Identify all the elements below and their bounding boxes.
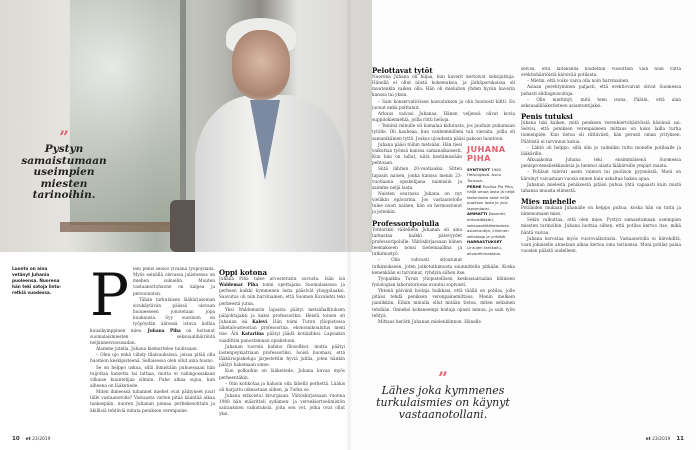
paragraph: Juhanan mielestä peniksestä pitäisi puhua yhtä vapaasti kuin mistä tahansa muusta elimestä. xyxy=(521,182,681,194)
fact-born: SYNTYNYT 1962 Helsingissä. Asuu Turussa. xyxy=(467,166,502,183)
quote-mark-icon: ” xyxy=(438,369,448,389)
paragraph: – Olin miettinyt, mitä teen isona. Päätin, että alan seksuaalilääketieteen asiantuntijaksi. xyxy=(521,97,681,109)
right-column-b xyxy=(521,67,681,429)
footer-left xyxy=(6,436,50,442)
magazine-logo: et xyxy=(645,437,651,442)
issue-number: 23/2019 xyxy=(652,437,671,442)
paragraph: Naisten seurassa Juhana on nyt vieläkin epävarma. Jos vastaanotolle tulee nuori nainen, hän on hermostunut ja jotenkin. xyxy=(372,191,462,216)
left-column-1 xyxy=(90,267,215,427)
paragraph: Alamme jutella. Juhana kiemurtelee tuolissaan. xyxy=(96,347,198,353)
face xyxy=(232,30,290,100)
paragraph: – Potilaat tulevat usein vaimon tai puolison pyynnöstä. Moni on kärsinyt vaivastaan vuosia ennen kuin uskaltaa hakea apua. xyxy=(521,170,681,182)
paragraph: Siitä lähtien 20-vuotiaaksi. Sitten tapasin naisen, jonka kanssa menin 23-vuotiaana opiskelijana naimisiin ja saimme neljä lasta. xyxy=(372,167,462,191)
paragraph: Asiaan perehtyminen paljasti, että erektiovaivat olivat Suomessa pahasti alidiagnosoituja. xyxy=(521,85,681,97)
left-column-2 xyxy=(219,266,345,428)
paragraph: – Olin vahvasti sitoutunut tutkimukseen, joten jatkotutkimusta suunnittelin pitkään. Koska kenenkään ei tarvinnut, ryhdyin siihen itse. xyxy=(372,258,515,276)
fact-family: PERHE Puoliso Pia Piha, neljä omaa lasta ja neljä lastenlasta sekä neljä puolison lasta ja yksi lapsenlapsi. xyxy=(467,183,515,211)
photo-pull-quote xyxy=(18,128,110,202)
paragraph: Tohtoriksi väitelleen Juhanan oli aina tarkastaa kaikki pätevyydet professoripolulle. Väitöskirjassaan hänen teemakseen nousi tiedemaailma ja tutkimustyö. xyxy=(372,227,462,258)
paragraph: Yksi Waldemarin lapsista päätyi metsähallituksen pääjohtajaksi ja kaksi professoriksi. Heistä toinen oli Juhanan isä Kalevi. Hän toimi Turun yliopistossa liiketalousteorian professorina, ekonomikoulutus meni itse. Äiti Katariina päätyi jäädä kotiäidiksi. Lapsiakin vaadittiin panostamaan opiskeluun. xyxy=(219,307,345,344)
paragraph: Juhana erikoistui kirurgiaan. Väitöskirjassaan vuonna 1988 hän määritteli sydämen- ja verenkiertoelimistön sairauksien vaikutuksia, joita sen vot, jotka ovat ollut yksi. xyxy=(219,393,345,418)
paragraph: Alkuaikoina Juhana teki ensimmäisenä Suomessa penisproteesileikkauksia ja luennoi alasta lääkäreille ympäri maata. xyxy=(521,158,681,170)
paragraph: – Teininä minulle oli kamalaa kidutusta, jos jouduin puhumaan tytölle. Oli kauheaa, kun vanhemmilleni tuli vieraita, joilla oli samanikäinen tyttö. Joskus ujoudesta pääsi pakoon luontoon. xyxy=(372,124,515,142)
paragraph: Mittaus herätti Juhanan mielenkiinnon. Hänelle xyxy=(378,319,481,325)
quote-mark-icon: ” xyxy=(59,128,69,148)
fact-job: AMMATTI Dosentti, erikoislääkäri, seksuaalilääketieteen asiantuntija, kliininen seksologi ja yrittäjä. xyxy=(467,211,510,239)
section-heading: Pelottavat tytöt xyxy=(372,66,433,75)
section-heading: Mies miehelle xyxy=(521,196,577,206)
paragraph: Tähän turkulaisen lääkäriaseman sivukäytävän päässä olevaan huoneeseen jonotetaan jopa kuukausia. Syy suosioon on työpöydän ääressä istuva kolhia kuusikymppinen mies. Juhana Piha on hoitanut suomalaismiesten seksuaalihäiriöitä neljännesvuosisadan. xyxy=(90,297,215,346)
paragraph: Juhana korostaa myös vuorovaikutusta. Vastaanotolla ei kiirehditä, vaan jokaiselle annetaan aikaa kertoa oma tarinansa. Moni potilas palaa vuosien päästä uudelleen. xyxy=(521,236,681,255)
paragraph: ieni penis seisoo ylväänä työpöydällä. Myös seinällä olevassa julisteessa on miehen sukuelin. Muuten vastaanottohuone on kalpea ja persoonaton. xyxy=(133,267,215,297)
magazine-logo: et xyxy=(25,437,31,442)
page-number: 10 xyxy=(12,436,20,442)
section-heading: Penis tutuksi xyxy=(521,112,573,122)
paragraph: Nuorena Juhana oli hiljaa, kun kaverit kertoivat seksijuttuja. Hänellä ei ollut niistä kokemuksia, ja järkäporukoissa oli muutenkin vaikea olla. Hän oli mieluiten yhden hyvän kaverin kanssa tai yksin. xyxy=(372,75,515,99)
paragraph: Yhtenä päivänä hoitaja huikkasi, että täällä on potilas, jolle pitäisi tehdä peniksen verenpainemittaus. Menin melkein paniikkiin. Eihän minulla ollut mitään tietoa, miten sellainen tehdään. Onneksi kokeneempi hoitaja opasti minua, ja sain työn tehtyä. xyxy=(372,289,515,319)
paragraph: – Sain konservatiivisen kasvatuksen ja olin huonosti kiltti. En juonut enkä polttanut. xyxy=(372,99,515,111)
paragraph: Kun polkuihin on lääketiede, Juhana kuvaa myös perheentäkin. xyxy=(219,369,345,381)
paragraph: – Mietin, että voiko vaiva olla noin harvinainen. xyxy=(527,79,630,85)
paragraph: – Olen ujo enkä viihdy tilaisuuksissa, joissa pitää olla huomion keskipisteenä. Sellaisessa olen ollut aina huono. xyxy=(90,353,215,365)
section-heading: Oppi kotona xyxy=(219,268,268,277)
paragraph: Miten ihmeessä tuhannet miehet ovat päätyneet juuri tälle vastaanotolle? Vastausta varten pitää kääntää aikaa taaksepäin, nuoren Juhanan pienaa perhekesoittain ja äkillisiä tehtäviä mitata peniksen verenpaine. xyxy=(90,390,215,414)
paragraph: Se on helppo uskoa, sillä ihmistään puhuessaan hän tuijottaa katsetta tai lattiaa, mutta ei vahingossakaan vilkaise kuuntelijaa silmiin. Puhe alkaa sujua, kun aiheena on lääketiede. xyxy=(90,365,215,389)
bottom-pull-quote xyxy=(372,369,514,422)
footer-right xyxy=(646,436,690,442)
fact-hobbies: HARRASTUKSET Lintujen tarkkailu, akvarellimaalaus. xyxy=(467,239,503,256)
photo-caption: Luonto on aina vetänyt Juhania puoleensa. Nuorena hän teki satoja lintu-retkiä vuodessa. xyxy=(12,266,62,295)
portrait-photo xyxy=(0,0,372,252)
paragraph: – Lähtö oli helppo, sillä olin jo valmiiksi tuttu monelle potilaalle ja lääkärille. xyxy=(521,145,681,157)
paragraph: Juhanan tuorein hahmo filosofikot, mutta päätyi lastenpsykiatriaan professoriksi. Isoisä huomasi, että lääkäriopiskeluja järjestettiin hyviä juhlia, joten hänkin päätyi hakemaan sinne. xyxy=(219,344,345,369)
window-frame xyxy=(180,0,186,230)
paragraph: Juhana pääsi töihin metsään. Hän tiesi vaikuttaa työnsä kanssa samanaikaisesti. Kun hän on tallut, niitä kestämissään pehtoaan. xyxy=(372,142,462,167)
page-gutter xyxy=(346,0,352,450)
pull-quote-text: Lähes joka kymmenes turkulaismies on käynyt vastaanotollani. xyxy=(376,384,510,422)
paragraph: Juhana Piha tulee arvostetusta suvusta. Isän isä Waldemar Piha toimi opettajana Suomalaisessa ja perheen kaikki kymmenen lasta pääsivät ylioppilaaksi. Saavutus oli niin harvinainen, että Suomen Kuvalehti teki perheestä jutun. xyxy=(219,277,345,307)
pull-quote-text: Pystyn samaistumaan useimpien miesten tarinoihin. xyxy=(21,143,107,201)
fact-box xyxy=(467,145,515,257)
paragraph: Juhana luki kaiken, mitä peniksen verenkiertohäiriöistä käsiinsä sai. Selvisi, että peniksen verenpaineen mittaus on koko lailla turha toimenpide. Kun tietoa oli riittävästi, hän perusti oman yrityksen. Päätöstä ei tarvinnut katua. xyxy=(521,121,681,145)
paragraph: Tyopaikka Turun yliopistollisen keskussairaalan kliinisen fysiologian laboratoriossa avautui sopivasti. xyxy=(372,276,515,288)
paragraph: Sekin vaikuttaa, että olen mies. Pystyn samaistumaan useimpien miesten tarinoihin. Juhana luottaa siihen, että potilas kertoo itse, mikä häntä vaivaa. xyxy=(521,218,681,236)
paragraph: Arkuus vaivasi Juhanaa. Hänen veljensä olivat kovia suppilokiemiehiä, joilla riitti heiloja. xyxy=(372,111,515,124)
paragraph: – Olin kotikotaa ja halusin olla lähellä perhettä. Lääkis oli harjattu oikeastaan siihen, ja Turku se. xyxy=(219,381,345,393)
right-column-a xyxy=(372,64,515,370)
page-number: 11 xyxy=(676,436,684,442)
drop-cap: P xyxy=(90,267,130,325)
issue-number: 23/2019 xyxy=(32,437,51,442)
fact-box-title: JUHANA PIHA xyxy=(467,143,506,163)
paragraph: selvisi, että laitoksella hoidettiin vuosittain vain noin viittä erektiohäiriöistä kärsivää potilasta. xyxy=(521,67,681,79)
paragraph: Potilaiden mukaan Juhanalle on helppo puhua, koska hän on tuttu ja nimenomaan mies. xyxy=(521,205,681,218)
section-heading: Professoripolulla xyxy=(372,218,440,228)
